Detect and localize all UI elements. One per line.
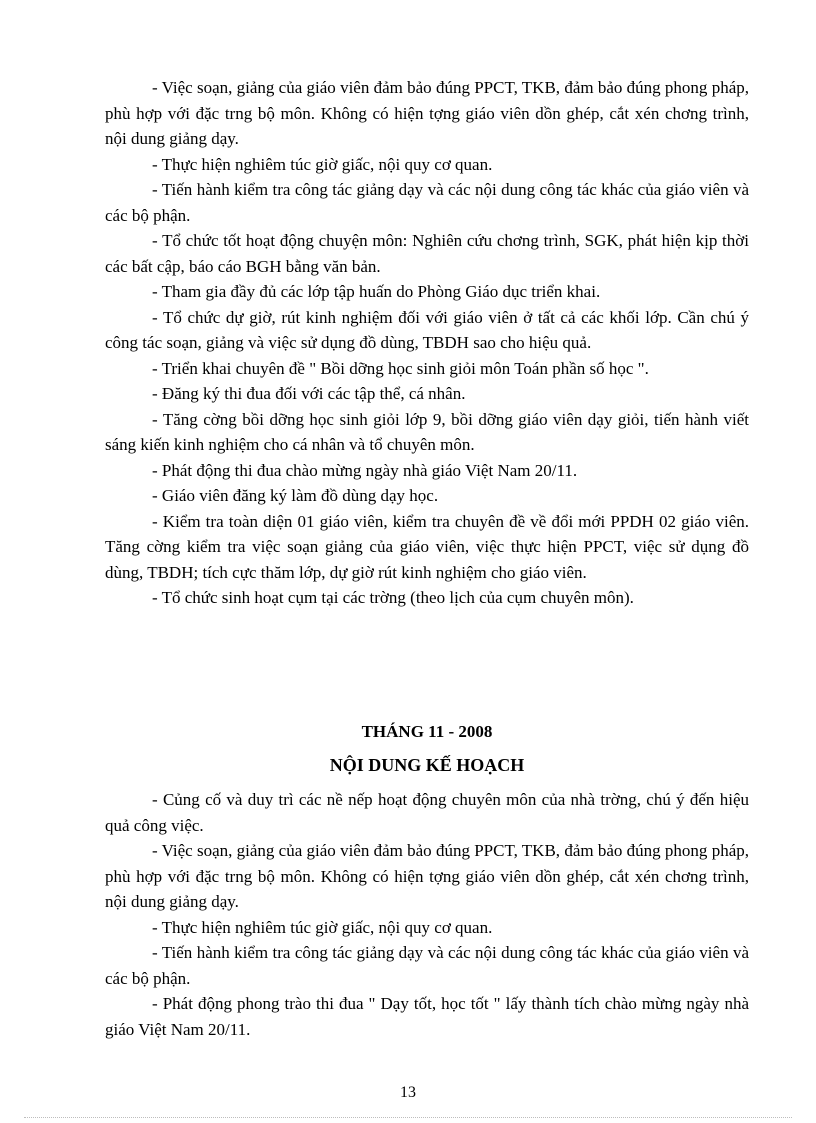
paragraph: - Triển khai chuyên đề " Bồi dỡng học sinh giỏi môn Toán phần số học ". bbox=[152, 358, 649, 378]
paragraph: - Tiến hành kiểm tra công tác giảng dạy và các nội dung công tác khác của giáo viên và các bộ phận. bbox=[105, 180, 749, 225]
paragraph: - Tổ chức dự giờ, rút kinh nghiệm đối với giáo viên ở tất cả các khối lớp. Cần chú ý công tác soạn, giảng và việc sử dụng đồ dùng, TBDH sao cho hiệu quả. bbox=[105, 307, 749, 352]
paragraph: - Tham gia đầy đủ các lớp tập huấn do Phòng Giáo dục triển khai. bbox=[152, 282, 601, 301]
paragraph: - Đăng ký thi đua đối với các tập thể, cá nhân. bbox=[152, 384, 466, 403]
paragraph: - Tăng cờng bồi dỡng học sinh giỏi lớp 9, bồi dỡng giáo viên dạy giỏi, tiến hành viết sáng kiến kinh nghiệm cho cá nhân và tổ chuyên môn. bbox=[105, 409, 749, 454]
paragraph: - Phát động phong trào thi đua " Dạy tốt, học tốt " lấy thành tích chào mừng ngày nhà giáo Việt Nam 20/11. bbox=[105, 994, 749, 1039]
paragraph: - Thực hiện nghiêm túc giờ giấc, nội quy cơ quan. bbox=[152, 154, 493, 174]
paragraph: - Giáo viên đăng ký làm đồ dùng dạy học. bbox=[152, 486, 439, 505]
paragraph: - Tiến hành kiểm tra công tác giảng dạy và các nội dung công tác khác của giáo viên và các bộ phận. bbox=[105, 943, 749, 988]
month-heading: THÁNG 11 - 2008 bbox=[361, 722, 493, 741]
page-number: 13 bbox=[400, 1084, 416, 1101]
paragraph: - Kiểm tra toàn diện 01 giáo viên, kiểm tra chuyên đề về đổi mới PPDH 02 giáo viên. Tăng cờng kiểm tra việc soạn giảng của giáo viên, việc thực hiện PPCT, việc sử dụng đồ dùng, TBDH; tích cực thăm lớp, dự giờ rút kinh nghiệm cho giáo viên. bbox=[105, 511, 749, 582]
paragraph: - Tổ chức tốt hoạt động chuyện môn: Nghiên cứu chơng trình, SGK, phát hiện kịp thời các bất cập, báo cáo BGH bằng văn bản. bbox=[105, 231, 749, 276]
paragraph: - Thực hiện nghiêm túc giờ giấc, nội quy cơ quan. bbox=[152, 917, 493, 937]
bottom-section bbox=[105, 787, 749, 1042]
footer-divider bbox=[24, 1117, 792, 1118]
paragraph: - Việc soạn, giảng của giáo viên đảm bảo đúng PPCT, TKB, đảm bảo đúng phong pháp, phù hợp với đặc trng bộ môn. Không có hiện tợng giáo viên dồn ghép, cắt xén chơng trình, nội dung giảng dạy. bbox=[105, 841, 749, 911]
paragraph: - Phát động thi đua chào mừng ngày nhà giáo Việt Nam 20/11. bbox=[152, 460, 578, 480]
paragraph: - Việc soạn, giảng của giáo viên đảm bảo đúng PPCT, TKB, đảm bảo đúng phong pháp, phù hợp với đặc trng bộ môn. Không có hiện tợng giáo viên dồn ghép, cắt xén chơng trình, nội dung giảng dạy. bbox=[105, 78, 749, 148]
plan-heading: NỘI DUNG KẾ HOẠCH bbox=[329, 755, 525, 775]
top-section bbox=[105, 75, 749, 611]
paragraph: - Củng cố và duy trì các nề nếp hoạt động chuyên môn của nhà trờng, chú ý đến hiệu quả công việc. bbox=[105, 790, 749, 835]
paragraph: - Tổ chức sinh hoạt cụm tại các trờng (theo lịch của cụm chuyên môn). bbox=[152, 588, 634, 607]
